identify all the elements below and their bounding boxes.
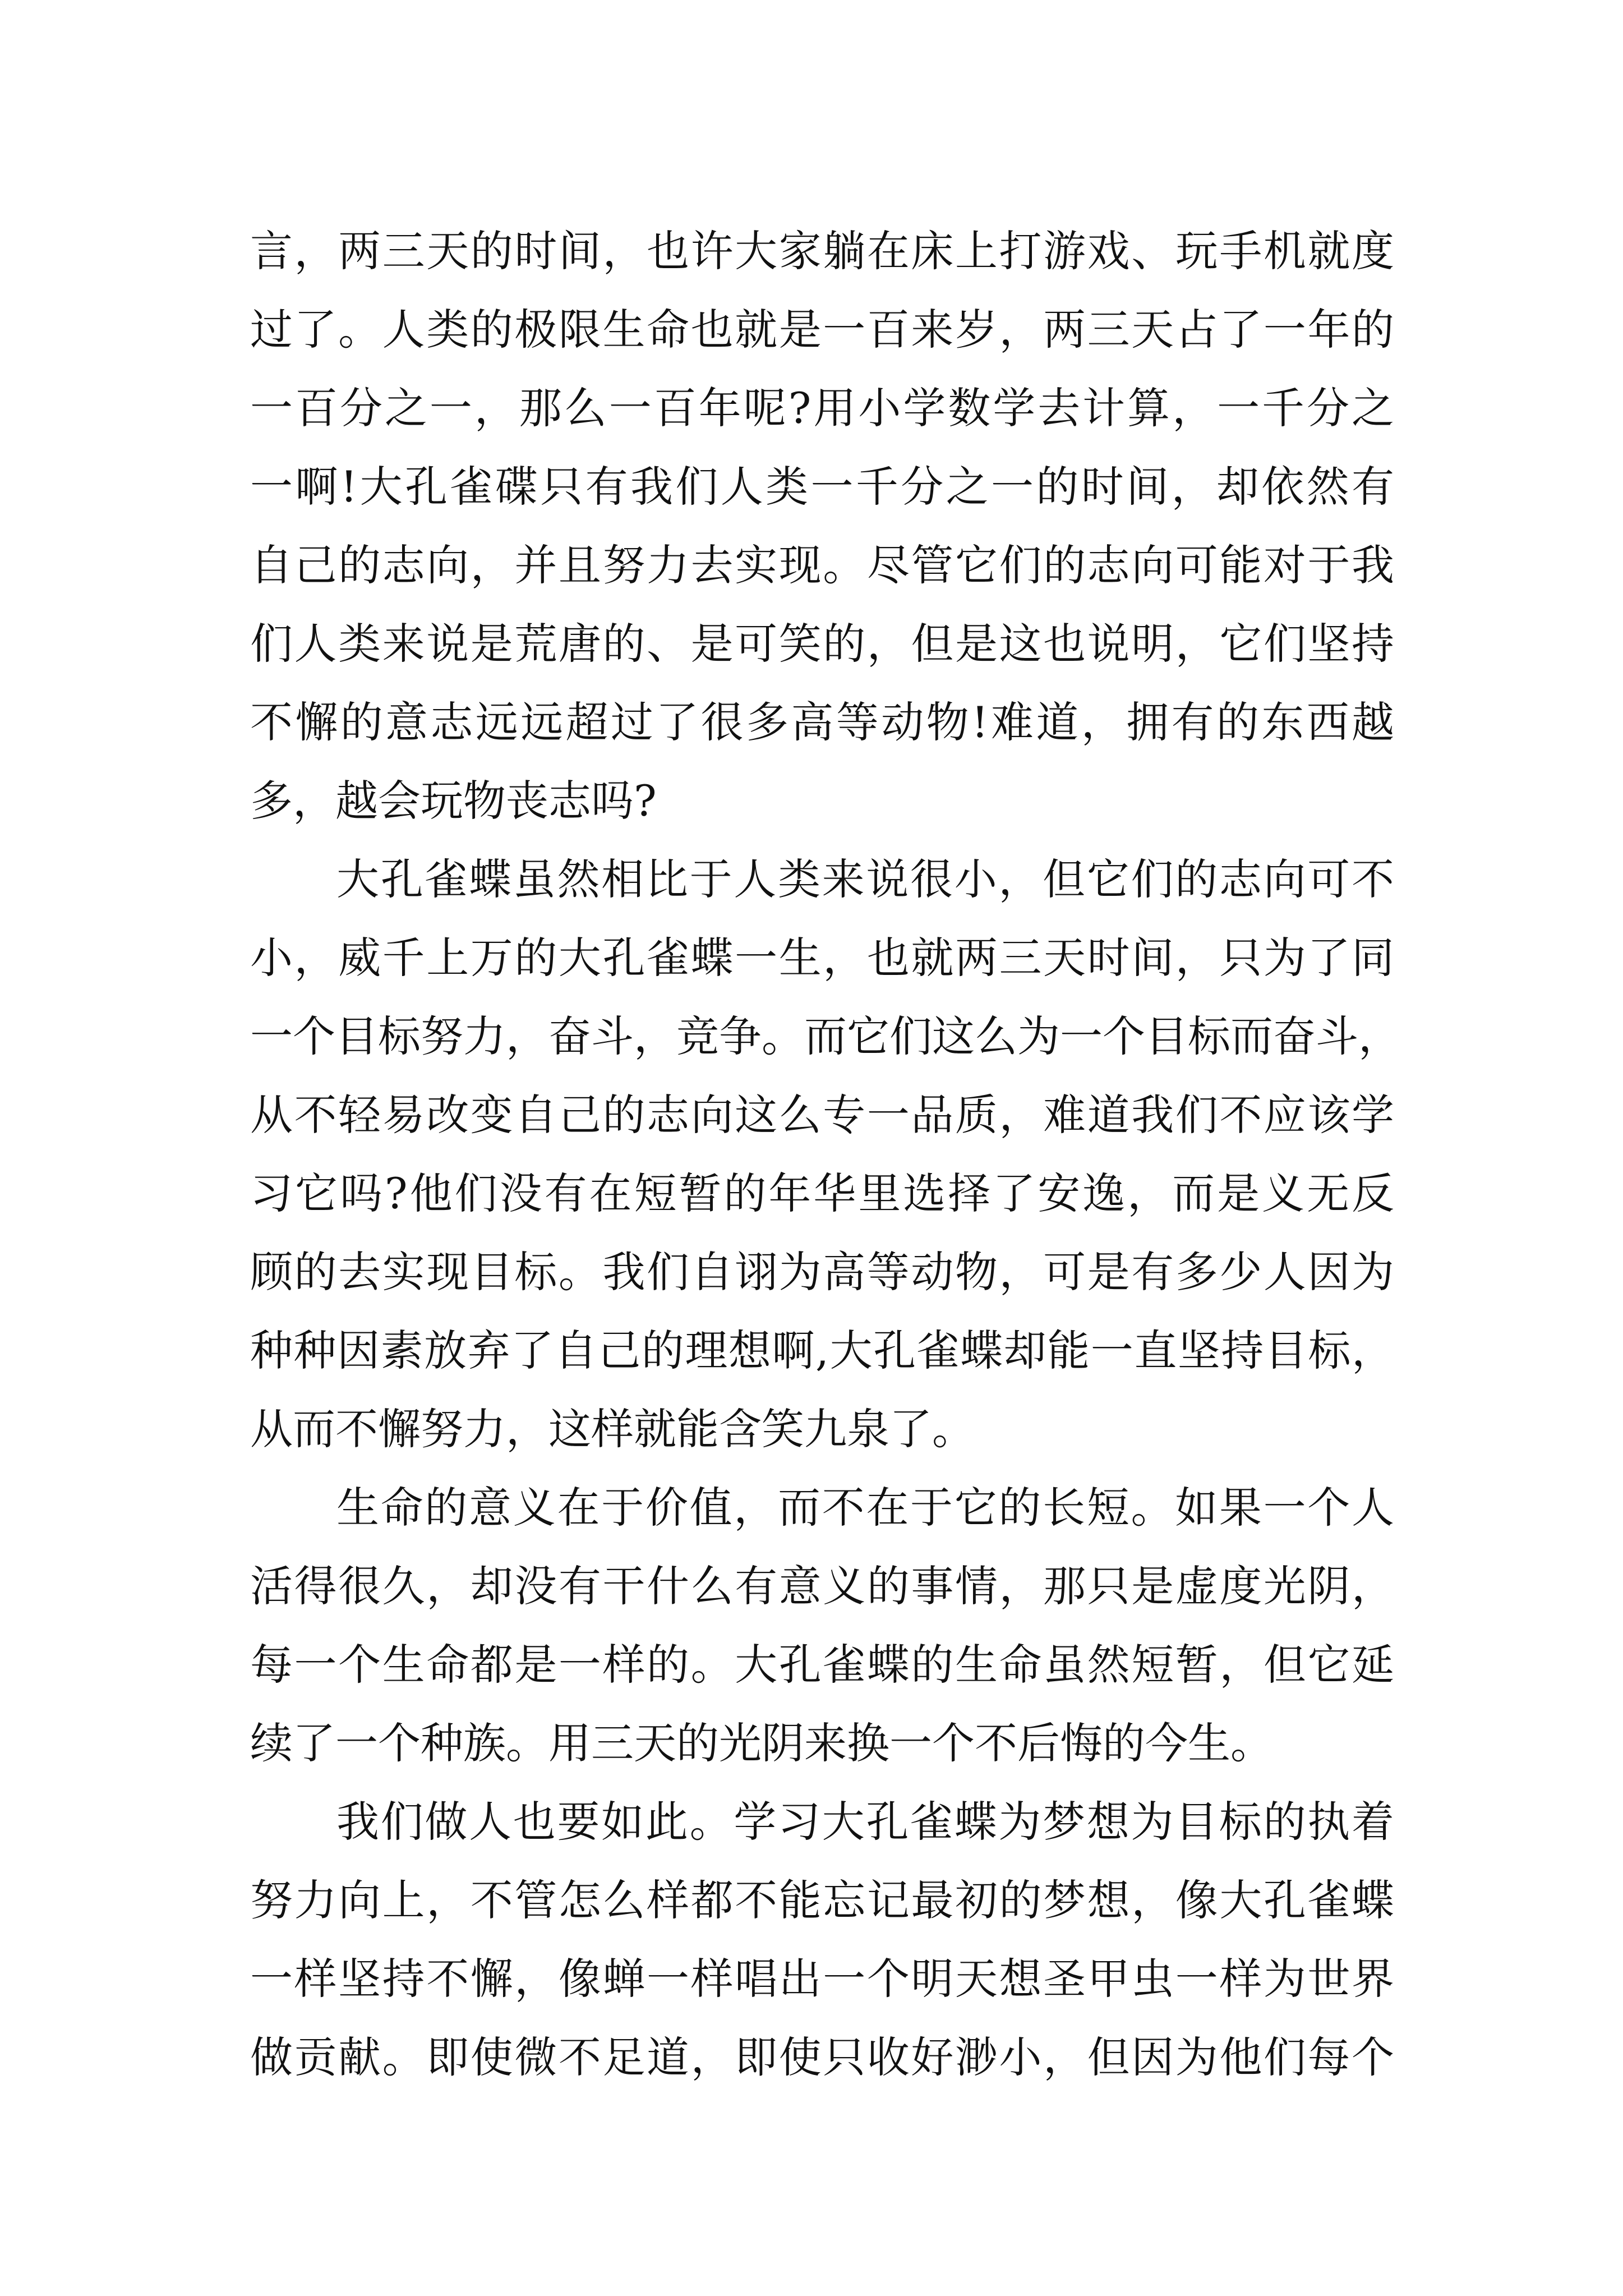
text-line: 言，两三天的时间，也许大家躺在床上打游戏、玩手机就度 bbox=[250, 226, 1394, 276]
text-line: 续了一个种族。用三天的光阴来换一个不后悔的今生。 bbox=[250, 1718, 1273, 1768]
text-line: 从而不懈努力，这样就能含笑九泉了。 bbox=[250, 1404, 975, 1454]
paragraph-first-line: 生命的意义在于价值，而不在于它的长短。如果一个人 bbox=[336, 1483, 1394, 1533]
text-line: 努力向上，不管怎么样都不能忘记最初的梦想，像大孔雀蝶 bbox=[250, 1875, 1394, 1925]
text-line: 一啊!大孔雀碟只有我们人类一千分之一的时间，却依然有 bbox=[250, 462, 1394, 512]
text-line: 多，越会玩物丧志吗? bbox=[250, 776, 657, 826]
text-line: 种种因素放弃了自己的理想啊,大孔雀蝶却能一直坚持目标， bbox=[250, 1326, 1394, 1375]
text-line: 每一个生命都是一样的。大孔雀蝶的生命虽然短暂，但它延 bbox=[250, 1640, 1394, 1690]
paragraph-first-line: 大孔雀蝶虽然相比于人类来说很小，但它们的志向可不 bbox=[336, 854, 1394, 904]
text-line: 一个目标努力，奋斗，竞争。而它们这么为一个目标而奋斗， bbox=[250, 1011, 1401, 1061]
text-line: 习它吗?他们没有在短暂的年华里选择了安逸，而是义无反 bbox=[250, 1168, 1394, 1218]
text-line: 顾的去实现目标。我们自诩为高等动物，可是有多少人因为 bbox=[250, 1247, 1394, 1297]
text-line: 不懈的意志远远超过了很多高等动物!难道，拥有的东西越 bbox=[250, 697, 1394, 747]
document-body bbox=[250, 212, 1401, 2097]
text-line: 过了。人类的极限生命也就是一百来岁，两三天占了一年的 bbox=[250, 305, 1394, 355]
text-line: 一样坚持不懈，像蝉一样唱出一个明天想圣甲虫一样为世界 bbox=[250, 1954, 1394, 2004]
text-line: 们人类来说是荒唐的、是可笑的，但是这也说明，它们坚持 bbox=[250, 619, 1394, 669]
paragraph-first-line: 我们做人也要如此。学习大孔雀蝶为梦想为目标的执着 bbox=[336, 1797, 1394, 1847]
text-line: 自己的志向，并且努力去实现。尽管它们的志向可能对于我 bbox=[250, 540, 1394, 590]
text-line: 一百分之一，那么一百年呢?用小学数学去计算，一千分之 bbox=[250, 383, 1394, 433]
text-line: 做贡献。即使微不足道，即使只收好渺小，但因为他们每个 bbox=[250, 2032, 1394, 2082]
text-line: 小，威千上万的大孔雀蝶一生，也就两三天时间，只为了同 bbox=[250, 933, 1394, 983]
text-line: 从不轻易改变自己的志向这么专一品质，难道我们不应该学 bbox=[250, 1090, 1394, 1140]
text-line: 活得很久，却没有干什么有意义的事情，那只是虚度光阴， bbox=[250, 1561, 1394, 1611]
